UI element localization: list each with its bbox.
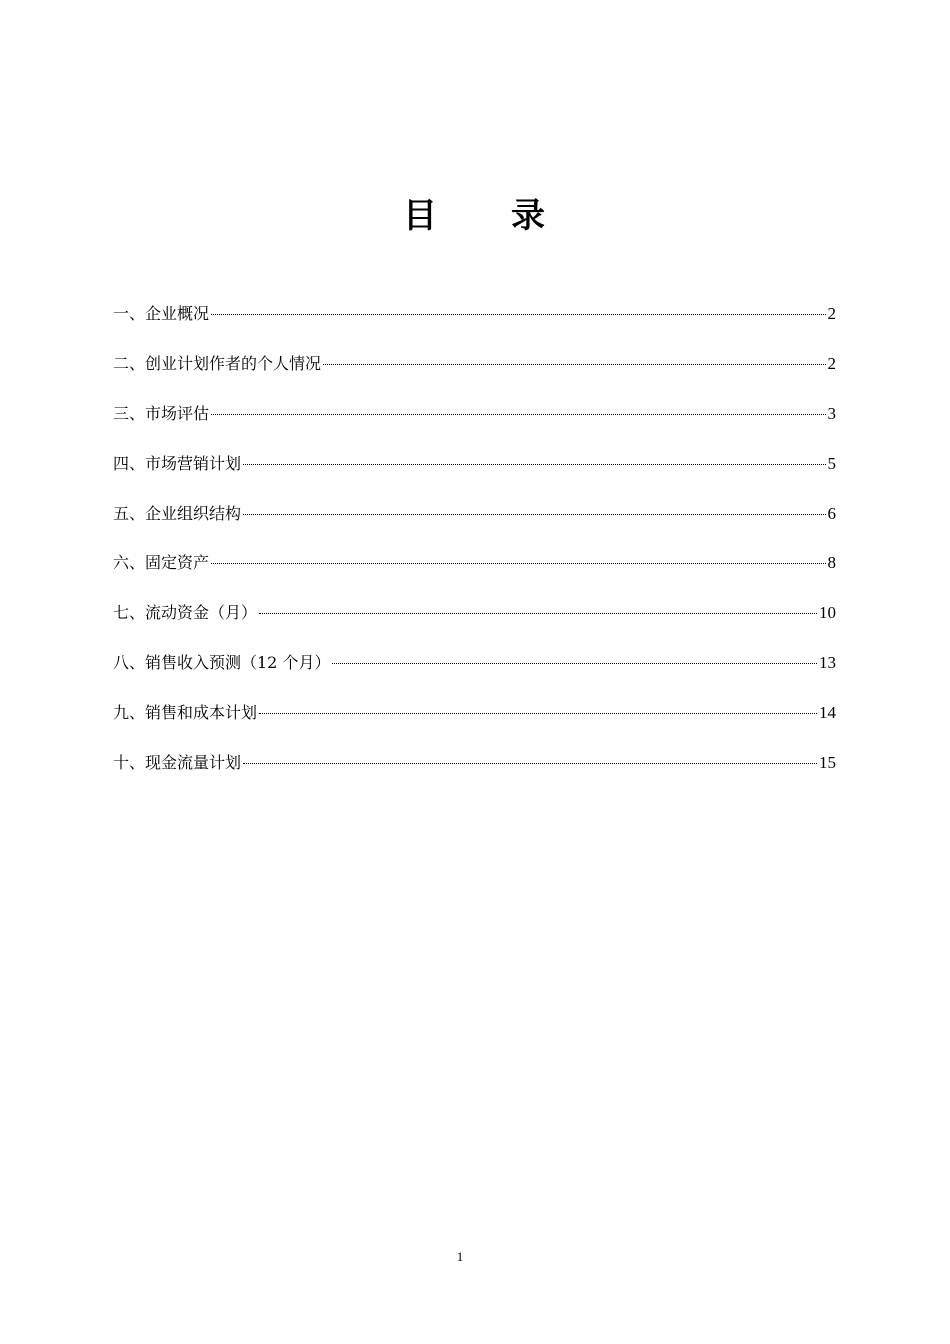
table-of-contents [113, 300, 836, 799]
toc-entry[interactable] [113, 749, 836, 799]
dot-leader [323, 363, 825, 365]
dot-leader [243, 463, 825, 465]
toc-entry-label: 五、企业组织结构 [113, 503, 242, 523]
dot-leader [211, 562, 825, 564]
toc-entry-label: 六、固定资产 [113, 553, 210, 573]
dot-leader [211, 313, 825, 315]
dot-leader [243, 762, 817, 764]
toc-entry-label: 二、创业计划作者的个人情况 [113, 353, 322, 373]
dot-leader [259, 612, 817, 614]
toc-title: 目 录 [403, 196, 547, 236]
toc-entry-page: 6 [827, 503, 836, 523]
toc-entry-page: 10 [819, 603, 836, 623]
toc-entry-page: 3 [827, 403, 836, 423]
dot-leader [243, 513, 825, 515]
toc-entry-label: 七、流动资金（月） [113, 603, 258, 623]
toc-entry[interactable] [113, 549, 836, 599]
toc-entry[interactable] [113, 599, 836, 649]
dot-leader [211, 413, 825, 415]
toc-entry-page: 5 [827, 453, 836, 473]
toc-entry[interactable] [113, 699, 836, 749]
toc-entry[interactable] [113, 500, 836, 550]
toc-entry-label: 十、现金流量计划 [113, 753, 242, 773]
toc-entry[interactable] [113, 649, 836, 699]
toc-entry[interactable] [113, 300, 836, 350]
toc-entry-label: 三、市场评估 [113, 403, 210, 423]
toc-entry[interactable] [113, 350, 836, 400]
toc-entry[interactable] [113, 450, 836, 500]
page-number: 1 [456, 1249, 464, 1264]
toc-entry-label: 四、市场营销计划 [113, 453, 242, 473]
toc-entry-page: 2 [827, 353, 836, 373]
toc-entry-page: 8 [827, 553, 836, 573]
toc-entry-page: 2 [827, 304, 836, 323]
toc-entry-label: 一、企业概况 [113, 304, 210, 323]
toc-entry-page: 15 [819, 753, 836, 773]
toc-entry-page: 13 [819, 653, 836, 673]
dot-leader [332, 662, 817, 664]
toc-entry-page: 14 [819, 703, 836, 723]
dot-leader [259, 712, 817, 714]
toc-entry-label: 九、销售和成本计划 [113, 703, 258, 723]
toc-entry[interactable] [113, 400, 836, 450]
toc-entry-label: 八、销售收入预测（12 个月） [113, 653, 331, 673]
